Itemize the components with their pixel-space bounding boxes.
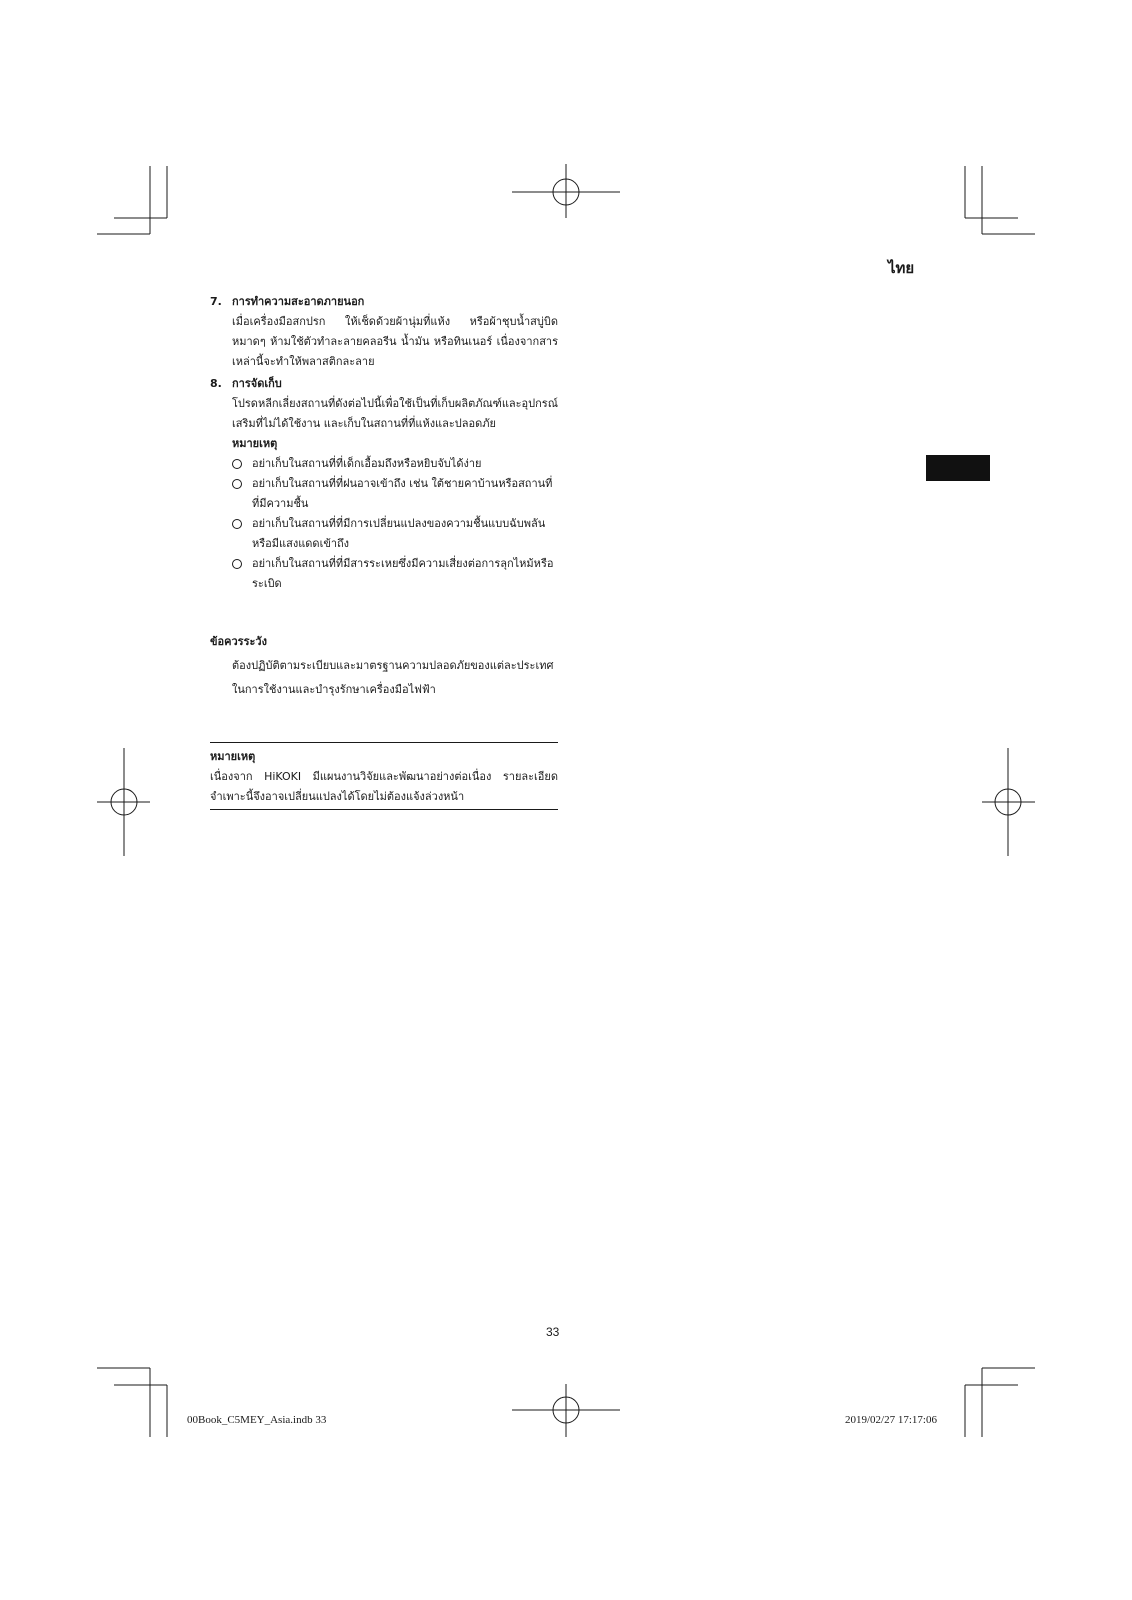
caution-title: ข้อควรระวัง	[210, 635, 267, 648]
caution-body: ต้องปฏิบัติตามระเบียบและมาตรฐานความปลอดภัยของแต่ละประเทศในการใช้งานและบำรุงรักษาเครื่องมือไฟฟ้า	[232, 659, 554, 696]
list-item: อย่าเก็บในสถานที่ที่มีสารระเหยซึ่งมีความเสี่ยงต่อการลุกไหม้หรือระเบิด	[232, 554, 558, 594]
footer-file-info: 00Book_C5MEY_Asia.indb 33	[187, 1414, 327, 1426]
language-label: ไทย	[888, 259, 915, 277]
circle-bullet-icon	[232, 459, 242, 469]
main-content	[210, 290, 558, 810]
circle-bullet-icon	[232, 519, 242, 529]
section-title-text: การจัดเก็บ	[232, 377, 282, 390]
circle-bullet-icon	[232, 559, 242, 569]
page-number: 33	[546, 1325, 560, 1339]
section-storage	[210, 374, 558, 594]
circle-bullet-icon	[232, 479, 242, 489]
storage-note-title: หมายเหตุ	[232, 437, 278, 450]
language-tab-marker	[926, 455, 990, 481]
caution-section	[210, 632, 558, 702]
section-title	[210, 374, 558, 394]
section-title-text: การทำความสะอาดภายนอก	[232, 295, 365, 308]
section-title	[210, 292, 558, 312]
storage-warning-list	[210, 454, 558, 594]
section-body: เมื่อเครื่องมือสกปรก ให้เช็ดด้วยผ้านุ่มที่แห้ง หรือผ้าชุบน้ำสบู่บิดหมาดๆ ห้ามใช้ตัวทำละลายคลอรีน น้ำมัน หรือทินเนอร์ เนื่องจากสารเหล่านี้จะทำให้พลาสติกละลาย	[232, 315, 558, 368]
note-box	[210, 742, 558, 810]
section-body: โปรดหลีกเลี่ยงสถานที่ดังต่อไปนี้เพื่อใช้เป็นที่เก็บผลิตภัณฑ์และอุปกรณ์เสริมที่ไม่ได้ใช้งาน และเก็บในสถานที่ที่แห้งและปลอดภัย	[232, 397, 558, 430]
note-body: เนื่องจาก HiKOKI มีแผนงานวิจัยและพัฒนาอย่างต่อเนื่อง รายละเอียดจำเพาะนี้จึงอาจเปลี่ยนแปลงได้โดยไม่ต้องแจ้งล่วงหน้า	[210, 770, 558, 803]
note-title: หมายเหตุ	[210, 750, 256, 763]
footer-timestamp: 2019/02/27 17:17:06	[845, 1414, 937, 1426]
section-number: 7.	[210, 295, 222, 308]
list-item: อย่าเก็บในสถานที่ที่ฝนอาจเข้าถึง เช่น ใต้ชายคาบ้านหรือสถานที่ที่มีความชื้น	[232, 474, 558, 514]
list-item: อย่าเก็บในสถานที่ที่มีการเปลี่ยนแปลงของความชื้นแบบฉับพลันหรือมีแสงแดดเข้าถึง	[232, 514, 558, 554]
section-cleaning	[210, 292, 558, 372]
list-item: อย่าเก็บในสถานที่ที่เด็กเอื้อมถึงหรือหยิบจับได้ง่าย	[232, 454, 558, 474]
section-number: 8.	[210, 377, 222, 390]
